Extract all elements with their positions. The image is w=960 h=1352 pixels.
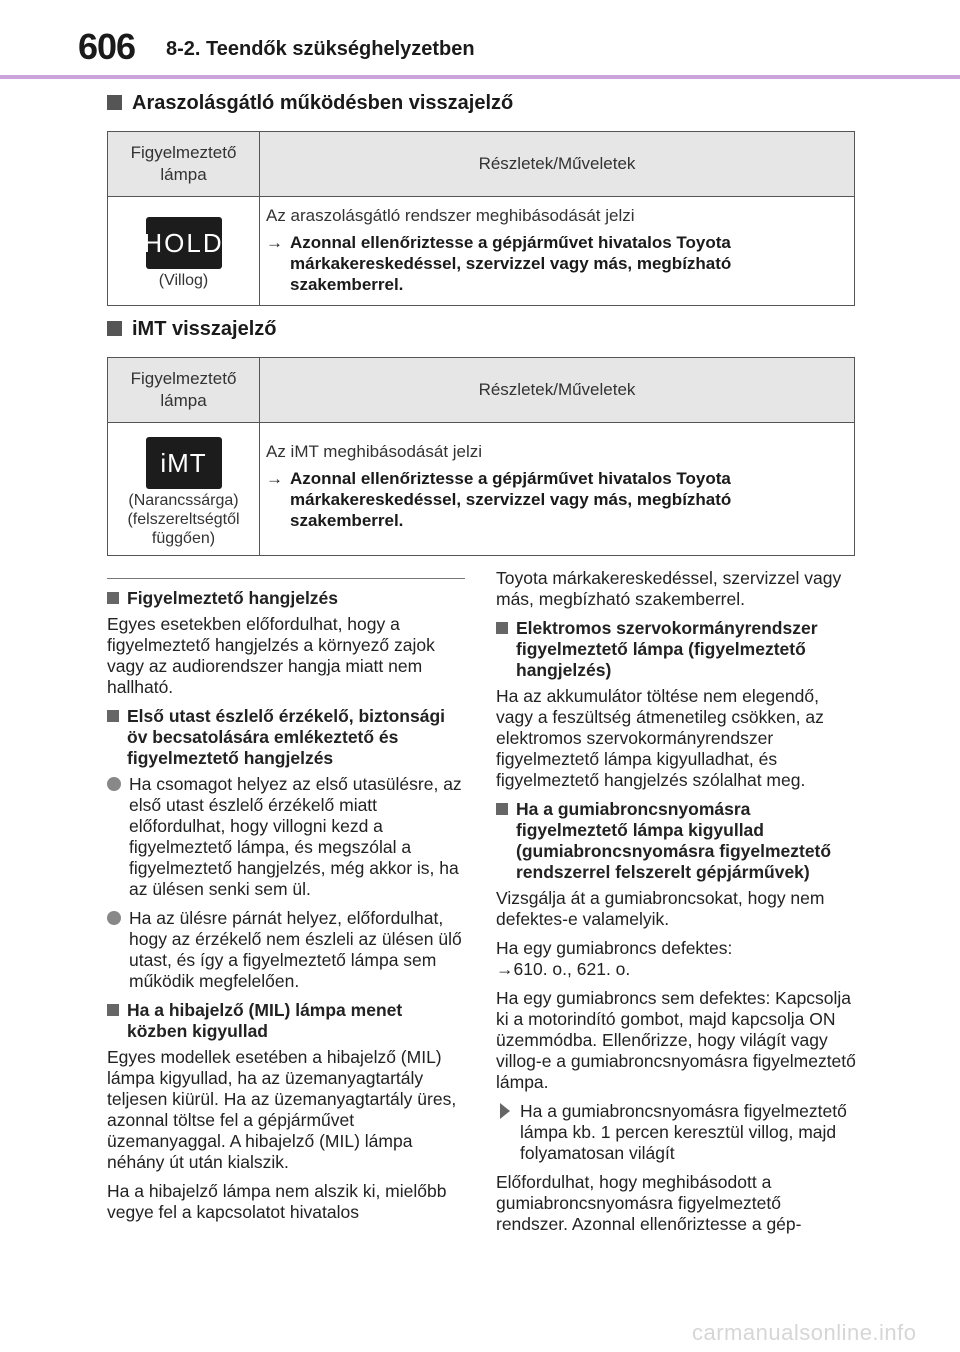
lamp-caption-3: függően) — [151, 530, 216, 547]
list-item-text: Ha csomagot helyez az első utasülésre, az első utast észlelő érzékelő miatt előfordulhat, hogy villogni kezd a figyelmeztető lámpa, és megszólal a figyelmeztető hangjelzés, még akkor is, ha az ülésen senki sem ül. — [129, 774, 462, 899]
hold-lamp-icon: HOLD — [146, 217, 222, 269]
details-cell — [260, 197, 854, 305]
watermark: carmanualsonline.info — [692, 1320, 917, 1345]
square-bullet-icon — [496, 803, 508, 815]
table-row — [108, 423, 854, 555]
imt-indicator-table — [107, 357, 855, 556]
square-bullet-icon — [107, 592, 119, 604]
paragraph: Ha a hibajelző lámpa nem alszik ki, mielőbb vegye fel a kapcsolatot hivatalos — [107, 1181, 447, 1222]
arrow-icon: → — [266, 233, 283, 252]
details-action — [266, 468, 846, 531]
section-title-imt — [107, 318, 277, 341]
header-lamp-line2: lámpa — [160, 165, 207, 184]
header-lamp-line2: lámpa — [160, 391, 207, 410]
heading-eps-lamp — [496, 618, 856, 681]
heading-text: Ha a hibajelző (MIL) lámpa menet közben kigyullad — [127, 1000, 403, 1041]
header-divider — [0, 75, 960, 79]
table-header-details: Részletek/Műveletek — [478, 380, 636, 399]
action-text: Azonnal ellenőriztesse a gépjárművet hivatalos Toyota márkakereskedéssel, szervizzel vagy más, megbízható szakemberrel. — [290, 469, 732, 530]
paragraph: Ha egy gumiabroncs sem defektes: Kapcsolja ki a motorindító gombot, majd kapcsolja ON üzemmódba. Ellenőrizze, hogy világít vagy villog-e a gumiabroncsnyomásra figyelmeztető lámpa. — [496, 988, 856, 1092]
heading-text: Elektromos szervokormányrendszer figyelmeztető lámpa (figyelmeztető hangjelzés) — [516, 618, 818, 680]
table-header-lamp — [108, 358, 260, 422]
table-header — [108, 132, 854, 197]
square-bullet-icon — [496, 622, 508, 634]
heading-text: Első utast észlelő érzékelő, biztonsági öv becsatolására emlékeztető és figyelmeztető hangjelzés — [127, 706, 446, 768]
table-row — [108, 197, 854, 305]
details-cell — [260, 423, 854, 555]
list-item — [107, 908, 467, 992]
list-item — [496, 1101, 856, 1164]
paragraph: Előfordulhat, hogy meghibásodott a gumiabroncsnyomásra figyelmeztető rendszer. Azonnal ellenőriztesse a gép- — [496, 1172, 802, 1234]
paragraph: Toyota márkakereskedéssel, szervizzel vagy más, megbízható szakemberrel. — [496, 568, 842, 609]
circle-bullet-icon — [107, 777, 121, 791]
list-item-text: Ha a gumiabroncsnyomásra figyelmeztető lámpa kb. 1 percen keresztül villog, majd folyamatosan világít — [520, 1101, 847, 1163]
left-column — [107, 588, 467, 1231]
square-bullet-icon — [107, 1004, 119, 1016]
chapter-title: 8-2. Teendők szükséghelyzetben — [166, 38, 475, 60]
paragraph: Ha egy gumiabroncs defektes: — [496, 938, 733, 958]
table-header-details: Részletek/Műveletek — [478, 154, 636, 173]
lamp-cell — [108, 423, 260, 555]
arrow-icon: → — [266, 469, 283, 488]
heading-mil-lamp — [107, 1000, 467, 1042]
heading-tpms-lamp — [496, 799, 856, 883]
details-description: Az iMT meghibásodását jelzi — [266, 442, 483, 461]
triangle-bullet-icon — [500, 1103, 510, 1119]
heading-passenger-sensor — [107, 706, 467, 769]
paragraph: Egyes esetekben előfordulhat, hogy a figyelmeztető hangjelzés a környező zajok vagy az audiorendszer hangja miatt nem hallható. — [107, 614, 435, 697]
heading-text: Ha a gumiabroncsnyomásra figyelmeztető lámpa kigyullad (gumiabroncsnyomásra figyelmeztető rendszerrel felszerelt gépjárművek) — [516, 799, 832, 882]
page-header — [0, 0, 960, 80]
lamp-cell — [108, 197, 260, 305]
header-lamp-line1: Figyelmeztető — [130, 369, 237, 388]
heading-warning-buzzer — [107, 588, 467, 609]
square-bullet-icon — [107, 321, 122, 336]
square-bullet-icon — [107, 95, 122, 110]
right-column — [496, 568, 856, 1243]
section-title-hold — [107, 92, 513, 115]
imt-lamp-icon: iMT — [146, 437, 222, 489]
page-reference: →610. o., 621. o. — [496, 959, 631, 979]
circle-bullet-icon — [107, 911, 121, 925]
table-header — [108, 358, 854, 423]
action-text: Azonnal ellenőriztesse a gépjárművet hivatalos Toyota márkakereskedéssel, szervizzel vagy más, megbízható szakemberrel. — [290, 233, 732, 294]
lamp-caption: (Villog) — [158, 272, 209, 289]
paragraph: Egyes modellek esetében a hibajelző (MIL) lámpa kigyullad, ha az üzemanyagtartály teljesen kiürül. Ha az üzemanyagtartály üres, azonnal töltse fel a gépjárművet üzemanyaggal. A hibajelző (MIL) lámpa néhány út után kialszik. — [107, 1047, 457, 1172]
lamp-caption-1: (Narancssárga) — [128, 492, 239, 509]
list-item-text: Ha az ülésre párnát helyez, előfordulhat, hogy az érzékelő nem észleli az ülésen ülő utast, és így a figyelmeztető lámpa sem működik megfelelően. — [129, 908, 462, 991]
paragraph: Vizsgálja át a gumiabroncsokat, hogy nem defektes-e valamelyik. — [496, 888, 825, 929]
hold-indicator-table — [107, 131, 855, 306]
table-header-lamp — [108, 132, 260, 196]
lamp-caption-2: (felszereltségtől — [127, 511, 240, 528]
column-divider — [107, 578, 465, 579]
section-title-text: Araszolásgátló működésben visszajelző — [132, 92, 514, 114]
details-action — [266, 232, 846, 295]
section-title-text: iMT visszajelző — [132, 318, 277, 340]
paragraph: Ha az akkumulátor töltése nem elegendő, vagy a feszültség átmenetileg csökken, az elektromos szervokormányrendszer figyelmeztető lámpa kigyulladhat, és figyelmeztető hangjelzés szólalhat meg. — [496, 686, 824, 790]
header-lamp-line1: Figyelmeztető — [130, 143, 237, 162]
details-description: Az araszolásgátló rendszer meghibásodását jelzi — [266, 206, 635, 225]
list-item — [107, 774, 467, 900]
square-bullet-icon — [107, 710, 119, 722]
heading-text: Figyelmeztető hangjelzés — [127, 588, 339, 608]
page-number: 606 — [78, 26, 136, 67]
